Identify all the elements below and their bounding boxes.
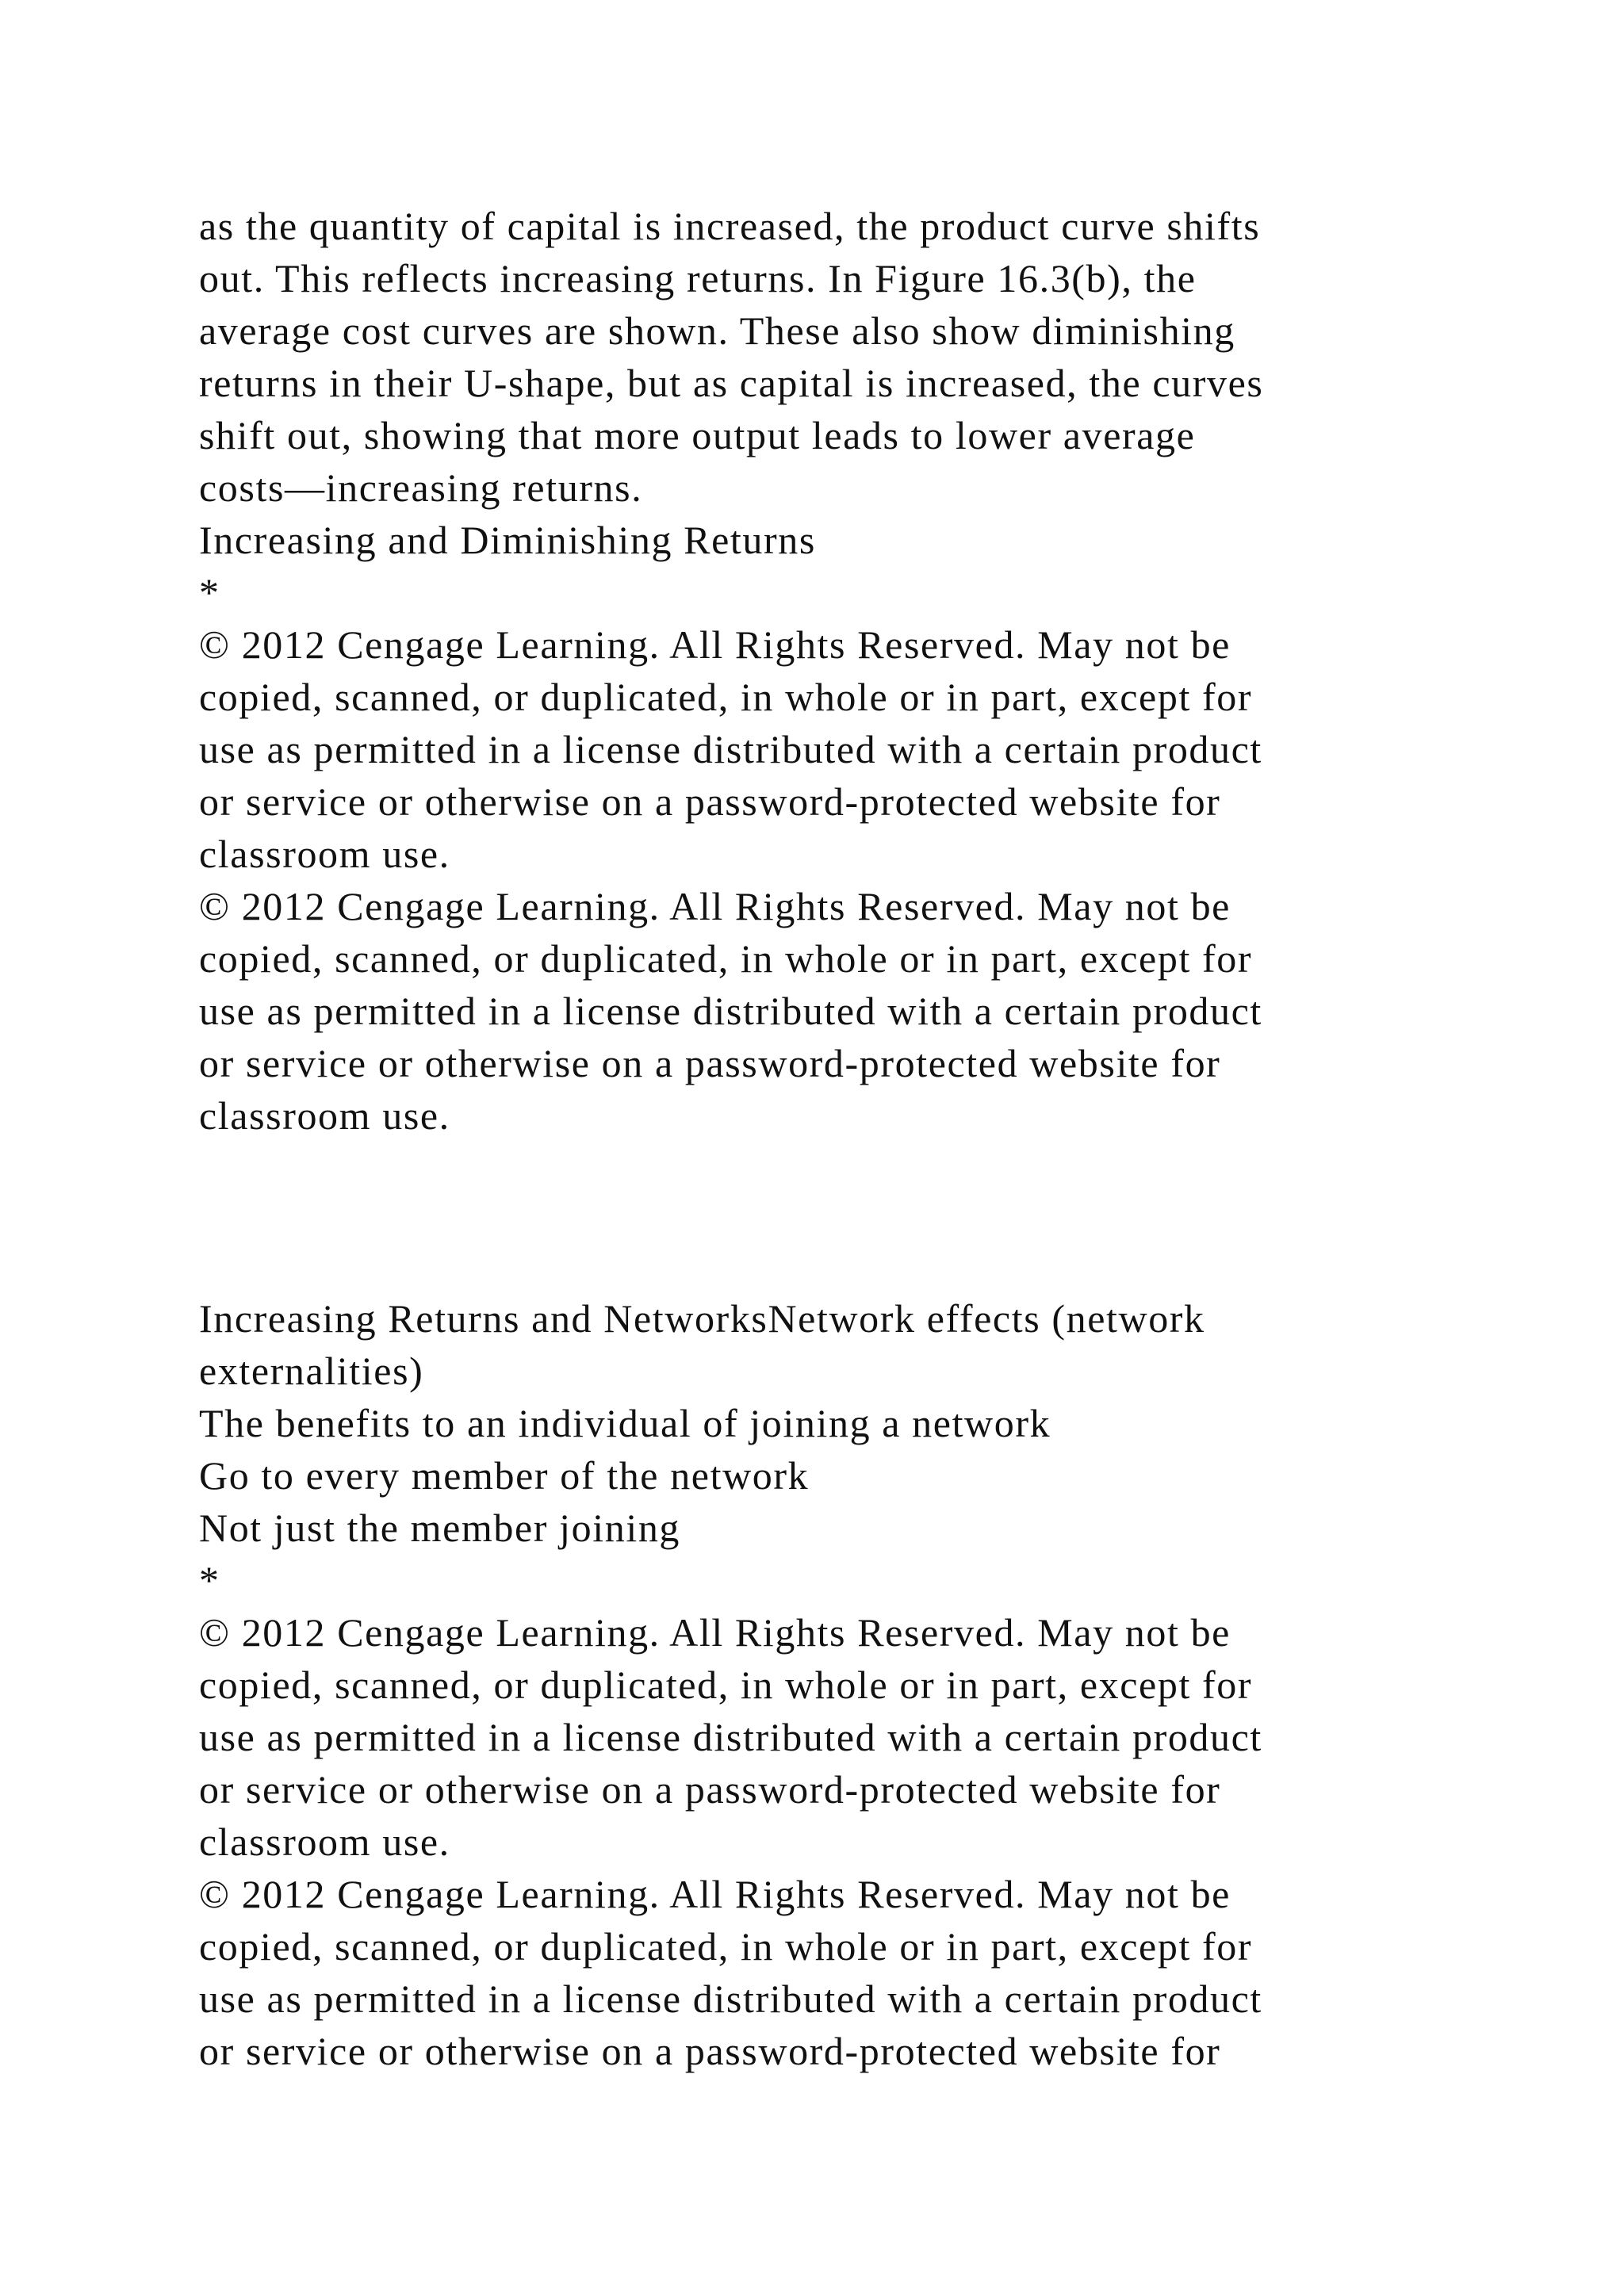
copyright-line: or service or otherwise on a password-protected website for bbox=[199, 2029, 1221, 2073]
copyright-line: © 2012 Cengage Learning. All Rights Reserved. May not be bbox=[199, 622, 1231, 667]
slide-title: Increasing and Diminishing Returns bbox=[199, 518, 816, 562]
copyright-line: use as permitted in a license distributed with a certain product bbox=[199, 1715, 1262, 1759]
copyright-line: © 2012 Cengage Learning. All Rights Reserved. May not be bbox=[199, 884, 1231, 928]
asterisk-marker: * bbox=[199, 1558, 220, 1602]
paragraph-line: out. This reflects increasing returns. In Figure 16.3(b), the bbox=[199, 256, 1197, 300]
paragraph-line: average cost curves are shown. These also show diminishing bbox=[199, 308, 1235, 353]
paragraph-line: as the quantity of capital is increased, the product curve shifts bbox=[199, 204, 1261, 248]
paragraph-line: returns in their U-shape, but as capital is increased, the curves bbox=[199, 361, 1264, 405]
text-section-networks bbox=[199, 1292, 1484, 2077]
copyright-line: use as permitted in a license distributed with a certain product bbox=[199, 989, 1262, 1033]
bullet-line: Not just the member joining bbox=[199, 1506, 681, 1550]
copyright-line: use as permitted in a license distributed with a certain product bbox=[199, 1976, 1262, 2021]
copyright-line: or service or otherwise on a password-protected website for bbox=[199, 1767, 1221, 1812]
copyright-line: classroom use. bbox=[199, 1093, 450, 1138]
copyright-line: copied, scanned, or duplicated, in whole or in part, except for bbox=[199, 675, 1253, 719]
copyright-line: copied, scanned, or duplicated, in whole or in part, except for bbox=[199, 1924, 1253, 1969]
copyright-line: or service or otherwise on a password-protected website for bbox=[199, 779, 1221, 824]
slide-title: Increasing Returns and NetworksNetwork effects (network bbox=[199, 1296, 1205, 1341]
copyright-line: copied, scanned, or duplicated, in whole or in part, except for bbox=[199, 936, 1253, 981]
copyright-line: use as permitted in a license distributed with a certain product bbox=[199, 727, 1262, 771]
copyright-line: or service or otherwise on a password-protected website for bbox=[199, 1041, 1221, 1085]
text-section-returns bbox=[199, 200, 1484, 1142]
bullet-line: Go to every member of the network bbox=[199, 1453, 810, 1498]
paragraph-line: externalities) bbox=[199, 1349, 424, 1393]
copyright-line: © 2012 Cengage Learning. All Rights Reserved. May not be bbox=[199, 1872, 1231, 1916]
asterisk-marker: * bbox=[199, 570, 220, 614]
copyright-line: copied, scanned, or duplicated, in whole or in part, except for bbox=[199, 1663, 1253, 1707]
copyright-line: © 2012 Cengage Learning. All Rights Reserved. May not be bbox=[199, 1610, 1231, 1655]
paragraph-line: shift out, showing that more output leads to lower average bbox=[199, 413, 1196, 457]
copyright-line: classroom use. bbox=[199, 832, 450, 876]
copyright-line: classroom use. bbox=[199, 1820, 450, 1864]
bullet-line: The benefits to an individual of joining a network bbox=[199, 1401, 1051, 1445]
paragraph-line: costs—increasing returns. bbox=[199, 465, 643, 510]
